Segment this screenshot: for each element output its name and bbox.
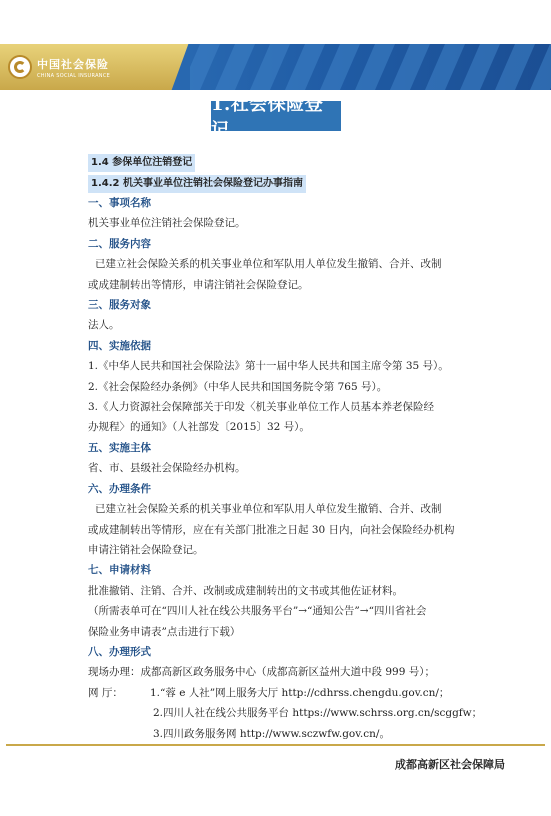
breadcrumb-level2: 1.4.2 机关事业单位注销社会保险登记办事指南 xyxy=(88,175,306,193)
section-title-implementing-body: 五、实施主体 xyxy=(88,441,151,454)
breadcrumb-level1: 1.4 参保单位注销登记 xyxy=(88,154,195,172)
footer-divider xyxy=(6,744,545,746)
section-body-materials-3: 保险业务申请表”点击进行下载） xyxy=(88,625,241,638)
section-body-materials-1: 批准撤销、注销、合并、改制或成建制转出的文书或其他佐证材料。 xyxy=(88,584,403,597)
section-title-conditions: 六、办理条件 xyxy=(88,482,151,495)
section-title-materials: 七、申请材料 xyxy=(88,564,151,577)
section-body-conditions-1: 已建立社会保险关系的机关事业单位和军队用人单位发生撤销、合并、改制 xyxy=(95,503,442,516)
online-channel-2[interactable]: 2.四川人社在线公共服务平台 https://www.schrss.org.cn/scggfw； xyxy=(153,707,483,720)
page-header-band xyxy=(0,44,551,90)
online-channel-3[interactable]: 3.四川政务服务网 http://www.sczwfw.gov.cn/。 xyxy=(153,727,390,740)
logo-emblem-icon xyxy=(8,55,32,79)
online-channel-1[interactable]: 1.“蓉 e 人社”网上服务大厅 http://cdhrss.chengdu.gov.cn/； xyxy=(150,686,450,699)
section-body-conditions-3: 申请注销社会保险登记。 xyxy=(88,543,204,556)
section-body-implementing-body: 省、市、县级社会保险经办机构。 xyxy=(88,462,246,475)
handling-online-label: 网 厅： xyxy=(88,686,123,699)
header-stripes-decoration xyxy=(190,44,551,90)
logo-en-text: CHINA SOCIAL INSURANCE xyxy=(37,72,111,79)
legal-basis-item-3-line2: 办规程〉的通知》（人社部发〔2015〕32 号）。 xyxy=(88,421,310,434)
document-body xyxy=(88,152,498,744)
section-title-item-name: 一、事项名称 xyxy=(88,197,151,209)
section-body-service-content-1: 已建立社会保险关系的机关事业单位和军队用人单位发生撤销、合并、改制 xyxy=(95,258,442,271)
section-title-service-content: 二、服务内容 xyxy=(88,237,151,250)
section-body-item-name: 机关事业单位注销社会保险登记。 xyxy=(88,217,246,230)
section-body-conditions-2: 或成建制转出等情形，应在有关部门批准之日起 30 日内，向社会保险经办机构 xyxy=(88,523,455,536)
section-title-handling-form: 八、办理形式 xyxy=(88,645,151,658)
legal-basis-item-3-line1: 3.《人力资源社会保障部关于印发〈机关事业单位工作人员基本养老保险经 xyxy=(88,401,435,414)
section-title-service-target: 三、服务对象 xyxy=(88,299,151,312)
section-body-service-content-2: 或成建制转出等情形，申请注销社会保险登记。 xyxy=(88,278,309,291)
legal-basis-item-2: 2.《社会保险经办条例》（中华人民共和国国务院令第 765 号）。 xyxy=(88,380,388,393)
section-body-materials-2: （所需表单可在“四川人社在线公共服务平台”→“通知公告”→“四川省社会 xyxy=(88,605,427,618)
page-title: 1.社会保险登记 xyxy=(211,101,341,131)
china-social-insurance-logo xyxy=(8,50,158,84)
section-body-service-target: 法人。 xyxy=(88,319,120,332)
legal-basis-item-1: 1.《中华人民共和国社会保险法》第十一届中华人民共和国主席令第 35 号）。 xyxy=(88,360,449,373)
handling-onsite: 现场办理：成都高新区政务服务中心（成都高新区益州大道中段 999 号）； xyxy=(88,666,435,679)
section-title-legal-basis: 四、实施依据 xyxy=(88,339,151,352)
footer-organization: 成都高新区社会保障局 xyxy=(395,758,505,771)
logo-cn-text: 中国社会保险 xyxy=(37,57,109,71)
